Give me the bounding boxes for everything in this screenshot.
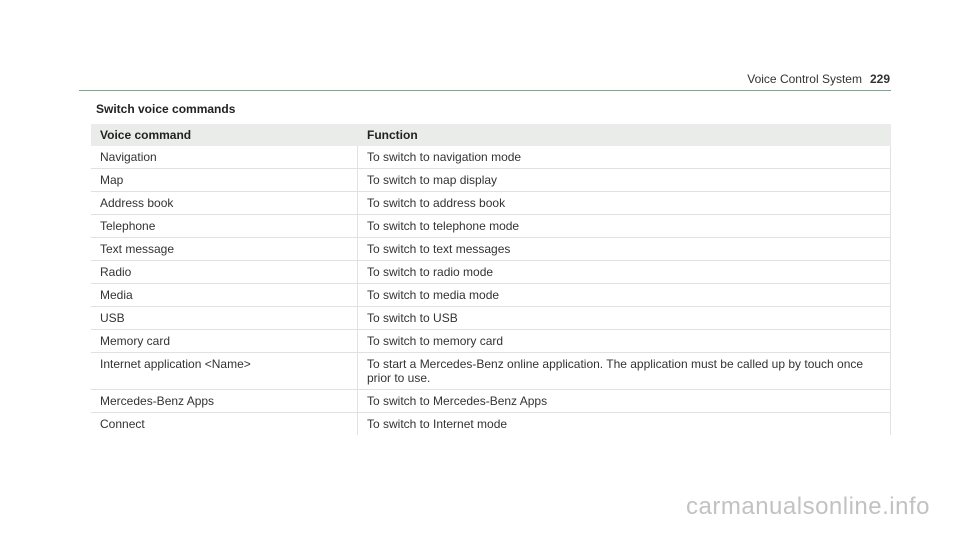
table-row (91, 353, 891, 390)
function-cell: To switch to navigation mode (358, 146, 891, 169)
running-header (747, 72, 890, 86)
table-row (91, 215, 891, 238)
function-cell: To switch to map display (358, 169, 891, 192)
table-row (91, 330, 891, 353)
command-cell: Map (91, 169, 358, 192)
command-cell: Connect (100, 417, 145, 431)
function-cell: To switch to telephone mode (358, 215, 891, 238)
section-title: Switch voice commands (96, 102, 236, 116)
command-cell: Address book (91, 192, 358, 215)
function-cell: To switch to media mode (358, 284, 891, 307)
command-cell: Mercedes-Benz Apps (91, 390, 358, 413)
command-cell: Text message (91, 238, 358, 261)
header-rule (79, 90, 891, 91)
table-row (91, 238, 891, 261)
command-cell: Internet application <Name> (91, 353, 358, 390)
column-header-function: Function (358, 124, 891, 146)
table-row (91, 390, 891, 413)
function-cell: To switch to Internet mode (358, 413, 891, 436)
table-row (91, 261, 891, 284)
function-cell: To switch to memory card (358, 330, 891, 353)
watermark: carmanualsonline.info (686, 493, 930, 520)
command-cell: Navigation (91, 146, 358, 169)
command-cell: Media (91, 284, 358, 307)
table-row (91, 413, 891, 436)
function-cell: To switch to text messages (358, 238, 891, 261)
table-row (91, 307, 891, 330)
function-cell: To switch to radio mode (358, 261, 891, 284)
table-row (91, 192, 891, 215)
section-name: Voice Control System (747, 72, 862, 86)
table-row (91, 169, 891, 192)
column-header-command: Voice command (91, 124, 358, 146)
function-cell: To switch to USB (358, 307, 891, 330)
function-cell: To start a Mercedes-Benz online application. The application must be called up by touch once prior to use. (358, 353, 891, 390)
command-cell: Memory card (91, 330, 358, 353)
page-number: 229 (869, 72, 890, 86)
table-row (91, 284, 891, 307)
table-header-row (91, 124, 891, 146)
function-cell: To switch to Mercedes-Benz Apps (358, 390, 891, 413)
command-cell: USB (91, 307, 358, 330)
function-cell: To switch to address book (358, 192, 891, 215)
command-cell: Radio (91, 261, 358, 284)
table-row (91, 146, 891, 169)
voice-commands-table (91, 124, 891, 435)
command-cell: Telephone (91, 215, 358, 238)
